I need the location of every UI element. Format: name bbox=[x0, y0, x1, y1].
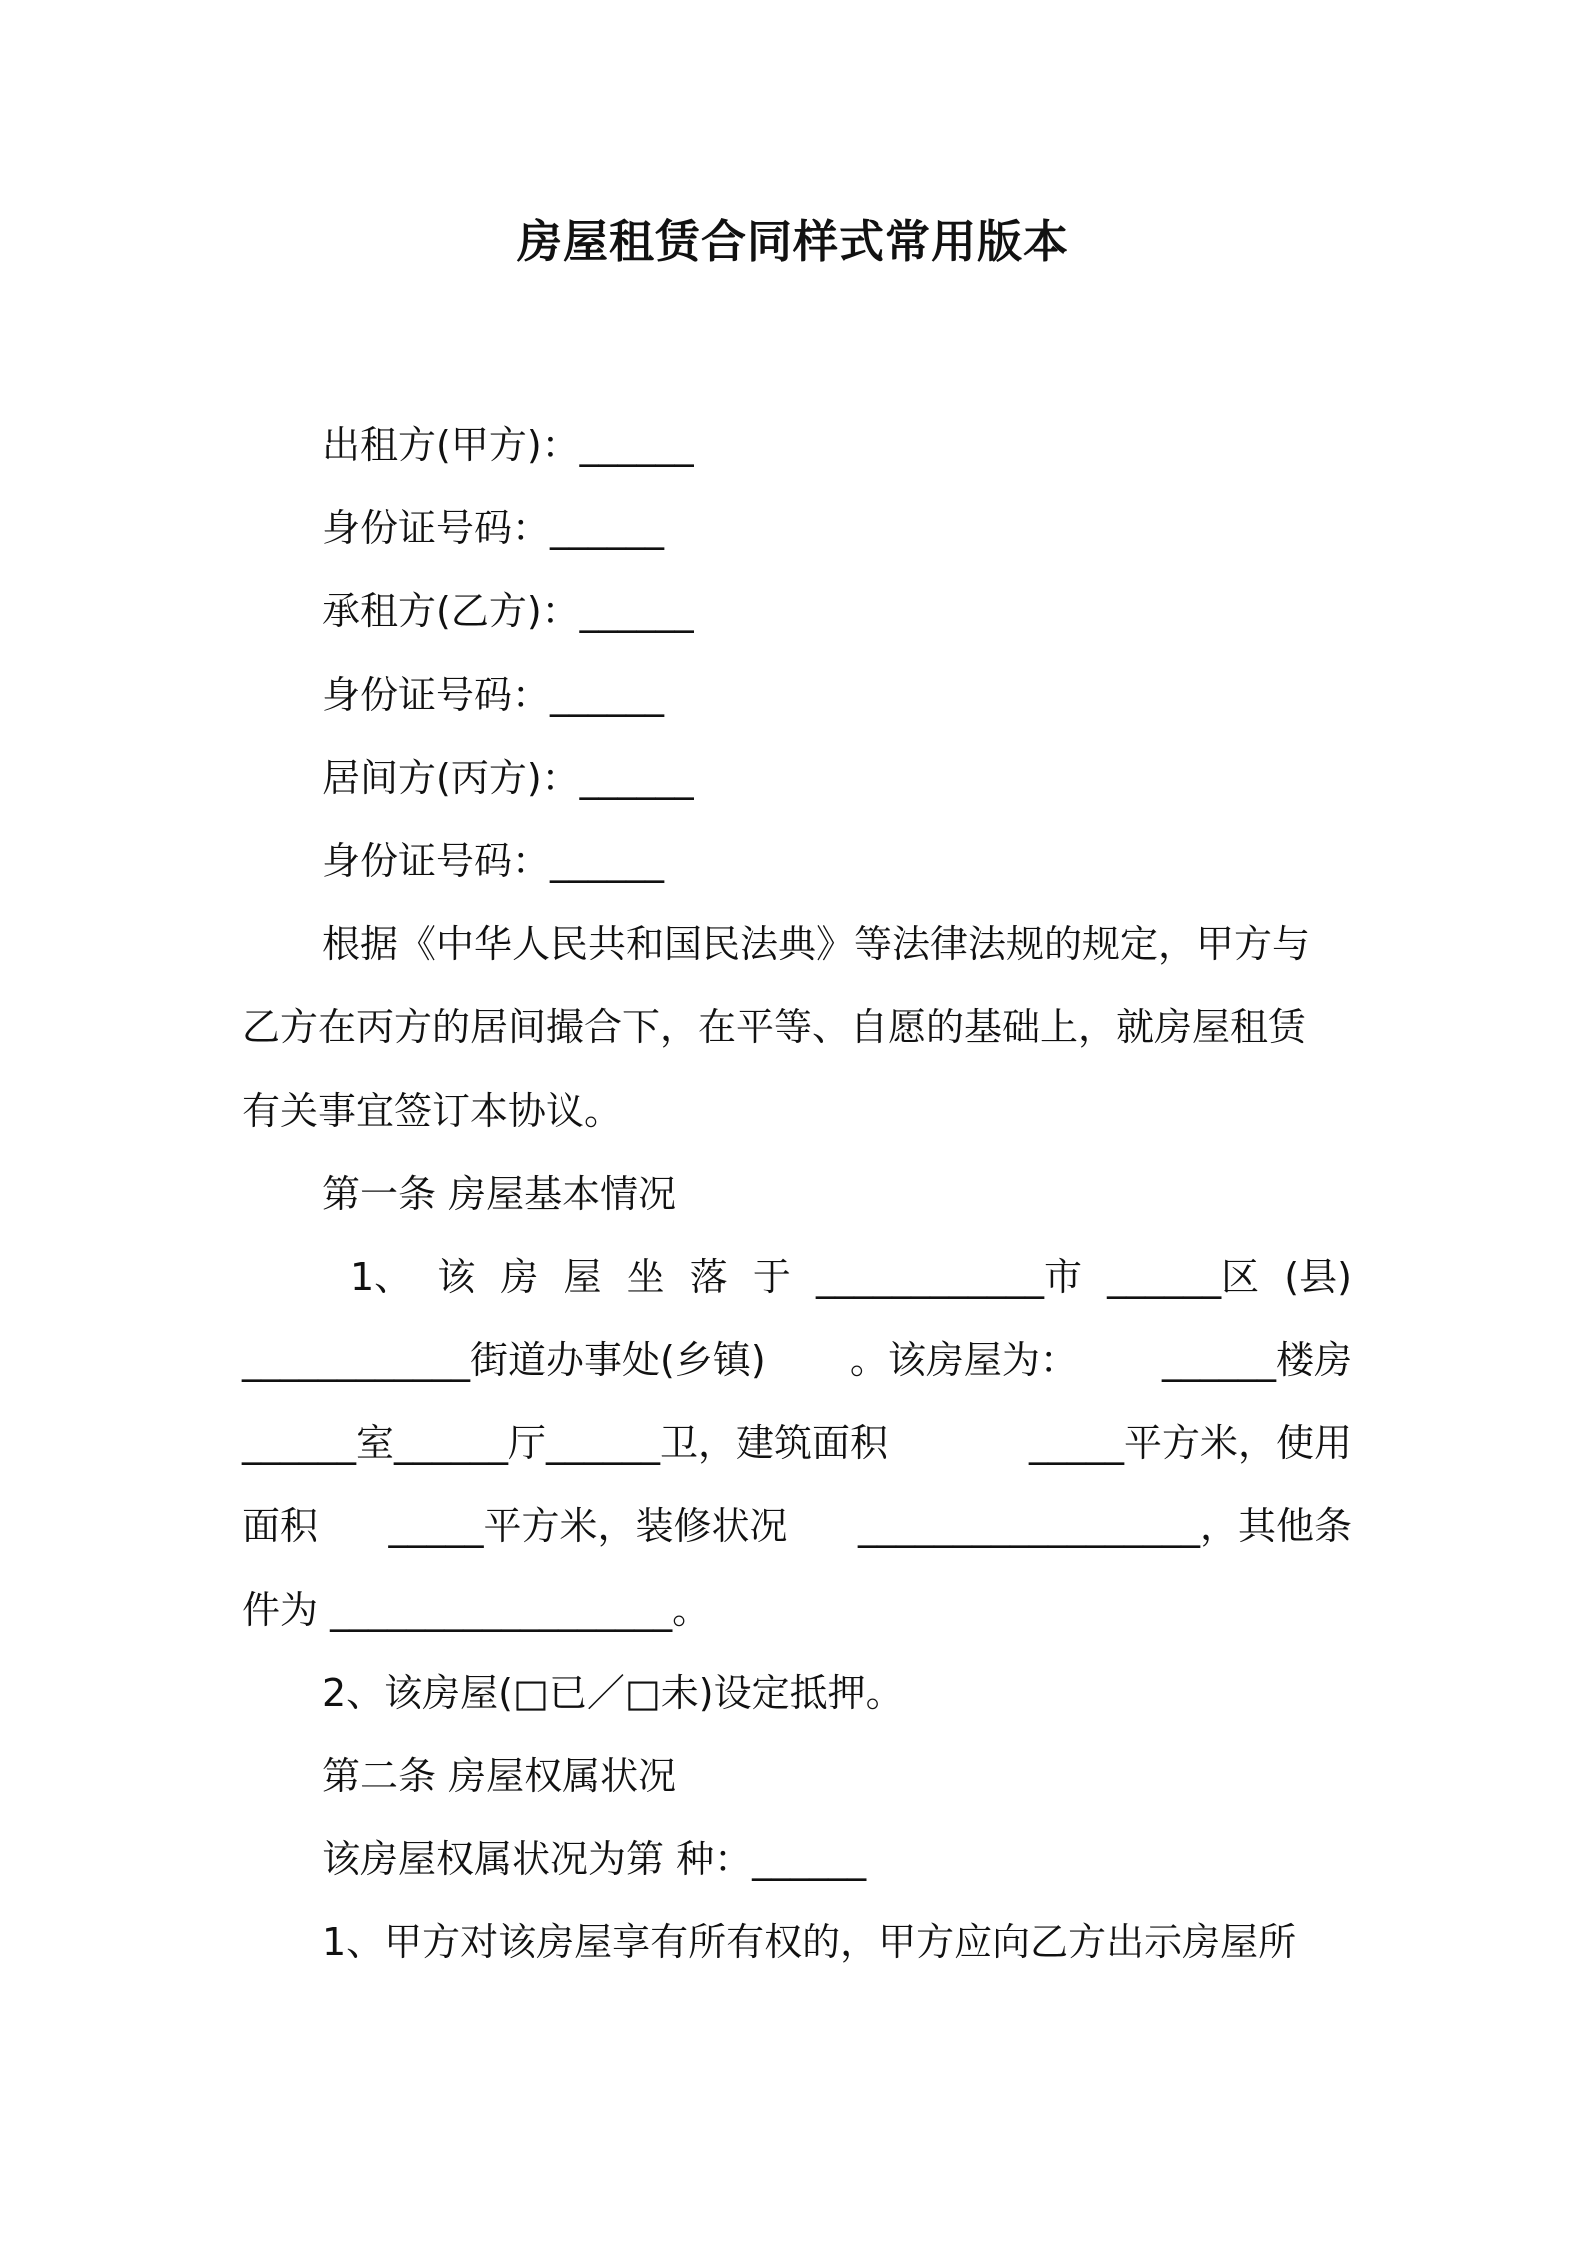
clause-text: 屋 bbox=[563, 1254, 602, 1299]
preamble-line-3: 有关事宜签订本协议。 bbox=[242, 1088, 623, 1133]
clause-text: ______室______厅______卫，建筑面积 bbox=[242, 1421, 889, 1466]
clause-text: 该 bbox=[437, 1254, 476, 1299]
document-title: 房屋租赁合同样式常用版本 bbox=[516, 215, 1069, 268]
article-2-heading: 第二条 房屋权属状况 bbox=[322, 1754, 677, 1798]
clause-text: ____________街道办事处(乡镇) bbox=[242, 1338, 766, 1383]
clause-text: 于 bbox=[752, 1254, 791, 1299]
clause-text: ____________市 bbox=[816, 1254, 1083, 1299]
article-1-clause-1-line-3 bbox=[242, 1402, 1352, 1485]
article-1-heading: 第一条 房屋基本情况 bbox=[322, 1171, 677, 1216]
clause-text: _____平方米，使用 bbox=[1028, 1421, 1352, 1466]
article-1-clause-2: 2、该房屋(□已／□未)设定抵押。 bbox=[322, 1670, 904, 1715]
clause-text: 。该房屋为： bbox=[849, 1338, 1078, 1383]
party-broker-id: 身份证号码：______ bbox=[322, 838, 665, 883]
clause-text: 坐 bbox=[626, 1254, 665, 1299]
clause-text: 落 bbox=[689, 1254, 728, 1299]
article-2-type-line: 该房屋权属状况为第 种：______ bbox=[322, 1837, 867, 1882]
clause-text: 1、 bbox=[350, 1254, 413, 1299]
article-1-clause-1-line-4 bbox=[242, 1485, 1352, 1568]
party-lessor: 出租方(甲方)：______ bbox=[322, 423, 694, 467]
clause-text: ______楼房 bbox=[1161, 1338, 1352, 1383]
article-1-clause-1-line-2 bbox=[242, 1319, 1352, 1402]
clause-text: 房 bbox=[500, 1254, 539, 1299]
party-broker: 居间方(丙方)：______ bbox=[322, 755, 694, 800]
preamble-line-1: 根据《中华人民共和国民法典》等法律法规的规定，甲方与 bbox=[322, 922, 1311, 967]
article-2-clause-1: 1、甲方对该房屋享有所有权的，甲方应向乙方出示房屋所 bbox=[322, 1920, 1297, 1965]
clause-text: 面积 bbox=[242, 1504, 319, 1549]
party-lessee: 承租方(乙方)：______ bbox=[322, 589, 694, 634]
preamble-line-2: 乙方在丙方的居间撮合下，在平等、自愿的基础上，就房屋租赁 bbox=[242, 1005, 1307, 1050]
clause-text: (县) bbox=[1284, 1254, 1352, 1299]
clause-text: __________________，其他条 bbox=[857, 1504, 1352, 1549]
clause-text: ______区 bbox=[1107, 1254, 1260, 1299]
article-1-clause-1-line-1 bbox=[242, 1236, 1352, 1319]
document-body bbox=[242, 404, 1352, 1985]
article-1-clause-1-line-5: 件为 __________________。 bbox=[242, 1587, 711, 1632]
party-lessor-id: 身份证号码：______ bbox=[322, 506, 665, 551]
party-lessee-id: 身份证号码：______ bbox=[322, 672, 665, 717]
clause-text: _____平方米，装修状况 bbox=[388, 1504, 788, 1549]
